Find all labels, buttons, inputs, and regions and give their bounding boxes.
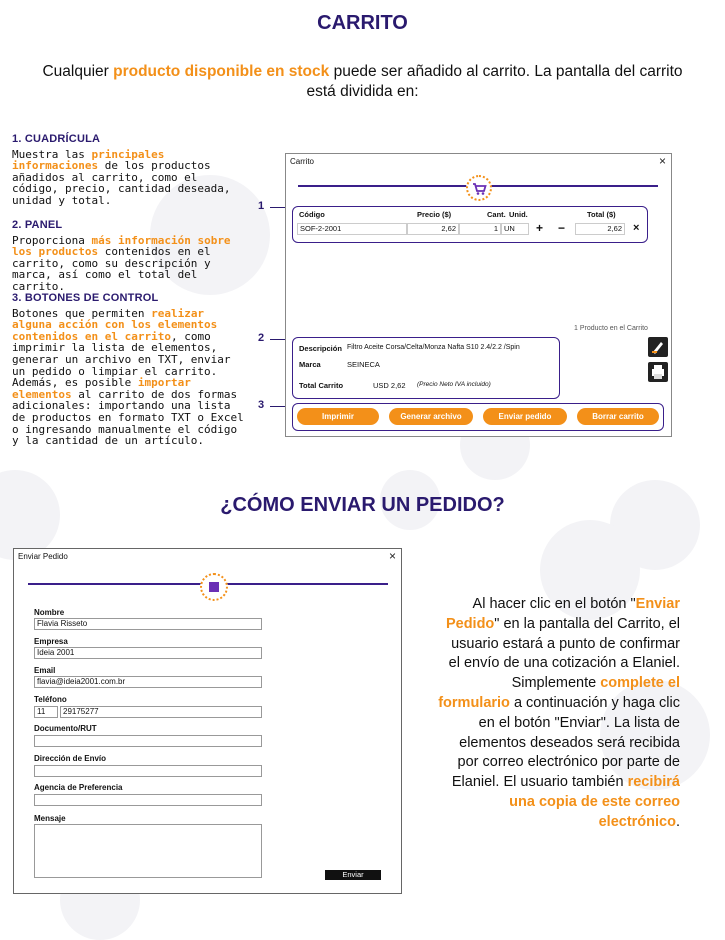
agency-label: Agencia de Preferencia xyxy=(34,783,123,792)
address-input[interactable] xyxy=(34,765,262,777)
page-title: CARRITO xyxy=(317,12,408,34)
close-icon[interactable]: × xyxy=(388,549,396,563)
row-price: 2,62 xyxy=(407,223,459,235)
brand-label: Marca xyxy=(299,360,321,369)
order-icon xyxy=(200,573,228,601)
info-panel xyxy=(292,337,560,399)
printer-import-icon[interactable] xyxy=(648,362,668,382)
name-input[interactable]: Flavia Risseto xyxy=(34,618,262,630)
section-panel xyxy=(12,220,244,293)
row-unit: UN xyxy=(501,223,529,235)
address-label: Dirección de Envío xyxy=(34,754,107,763)
phone-input[interactable]: 29175277 xyxy=(60,706,262,718)
col-unit: Unid. xyxy=(509,210,528,219)
company-label: Empresa xyxy=(34,637,68,646)
brand-value: SEINECA xyxy=(347,360,380,369)
section-body: Muestra las principales informaciones de los productos añadidos al carrito, como el código, precio, cantidad deseada, unidad y total. xyxy=(12,147,231,207)
col-total: Total ($) xyxy=(587,210,616,219)
section-body: Botones que permiten realizar alguna acción con los elementos contenidos en el carrito, como imprimir la lista de elementos, generar un archivo en TXT, enviar un pedido o limpiar el carrito. Además, es posible importar elementos al carrito de dos formas adicionales: importando una lista de productos en formato TXT o Excel o ingresando manualmente el código y la cantidad de un artículo. xyxy=(12,306,244,448)
section-heading: 2. PANEL xyxy=(12,219,63,231)
window-title: Enviar Pedido xyxy=(18,552,68,561)
section-buttons xyxy=(12,293,244,447)
section-grid xyxy=(12,134,244,207)
cart-window xyxy=(285,153,672,437)
cart-grid xyxy=(292,206,648,243)
callout-1: 1 xyxy=(258,200,265,212)
company-input[interactable]: Ideia 2001 xyxy=(34,647,262,659)
col-price: Precio ($) xyxy=(417,210,452,219)
generate-file-button[interactable]: Generar archivo xyxy=(389,408,473,425)
cart-count: 1 Producto en el Carrito xyxy=(574,325,648,332)
row-total: 2,62 xyxy=(575,223,625,235)
section-heading: 3. BOTONES DE CONTROL xyxy=(12,292,159,304)
remove-icon[interactable]: × xyxy=(633,222,640,234)
section2-title: ¿CÓMO ENVIAR UN PEDIDO? xyxy=(220,494,505,516)
col-code: Código xyxy=(299,210,325,219)
callout-3: 3 xyxy=(258,399,265,411)
callout-2: 2 xyxy=(258,332,265,344)
doc-input[interactable] xyxy=(34,735,262,747)
message-textarea[interactable] xyxy=(34,824,262,878)
name-label: Nombre xyxy=(34,608,65,617)
send-button[interactable]: Enviar xyxy=(325,870,381,880)
phone-label: Teléfono xyxy=(34,695,67,704)
minus-button[interactable]: − xyxy=(558,221,566,235)
intro-text: Cualquier producto disponible en stock puede ser añadido al carrito. La pantalla del carrito está dividida en: xyxy=(42,63,683,100)
desc-label: Descripción xyxy=(299,344,342,353)
agency-input[interactable] xyxy=(34,794,262,806)
row-code: SOF-2-2001 xyxy=(297,223,407,235)
section-body: Proporciona más información sobre los productos contenidos en el carrito, como su descripción y marca, así como el total del carrito. xyxy=(12,233,231,293)
close-icon[interactable]: × xyxy=(658,154,666,168)
total-note: (Precio Neto IVA incluido) xyxy=(417,381,491,388)
print-button[interactable]: Imprimir xyxy=(297,408,379,425)
row-qty[interactable]: 1 xyxy=(459,223,501,235)
window-title: Carrito xyxy=(290,157,315,166)
control-panel xyxy=(292,403,664,431)
section-heading: 1. CUADRÍCULA xyxy=(12,133,101,145)
cart-icon xyxy=(466,175,492,201)
email-label: Email xyxy=(34,666,56,675)
edit-import-icon[interactable] xyxy=(648,337,668,357)
desc-value: Filtro Aceite Corsa/Celta/Monza Nafta S10 2.4/2.2 /Spin xyxy=(347,344,520,351)
clear-cart-button[interactable]: Borrar carrito xyxy=(577,408,659,425)
col-qty: Cant. xyxy=(487,210,506,219)
send-order-button[interactable]: Enviar pedido xyxy=(483,408,567,425)
total-label: Total Carrito xyxy=(299,381,344,390)
plus-button[interactable]: + xyxy=(536,221,544,235)
phone-code-input[interactable]: 11 xyxy=(34,706,58,718)
message-label: Mensaje xyxy=(34,814,66,823)
email-input[interactable]: flavia@ideia2001.com.br xyxy=(34,676,262,688)
total-value: USD 2,62 xyxy=(373,381,406,390)
doc-label: Documento/RUT xyxy=(34,724,97,733)
explanation-text: Al hacer clic en el botón "Enviar Pedido" en la pantalla del Carrito, el usuario estará a punto de confirmar el envío de una cotización a Elaniel. Simplemente complete el formulario a continuación y haga clic en el botón "Enviar". La lista de elementos deseados será recibida por correo electrónico por parte de Elaniel. El usuario también recibirá una copia de este correo electrónico. xyxy=(438,596,680,830)
